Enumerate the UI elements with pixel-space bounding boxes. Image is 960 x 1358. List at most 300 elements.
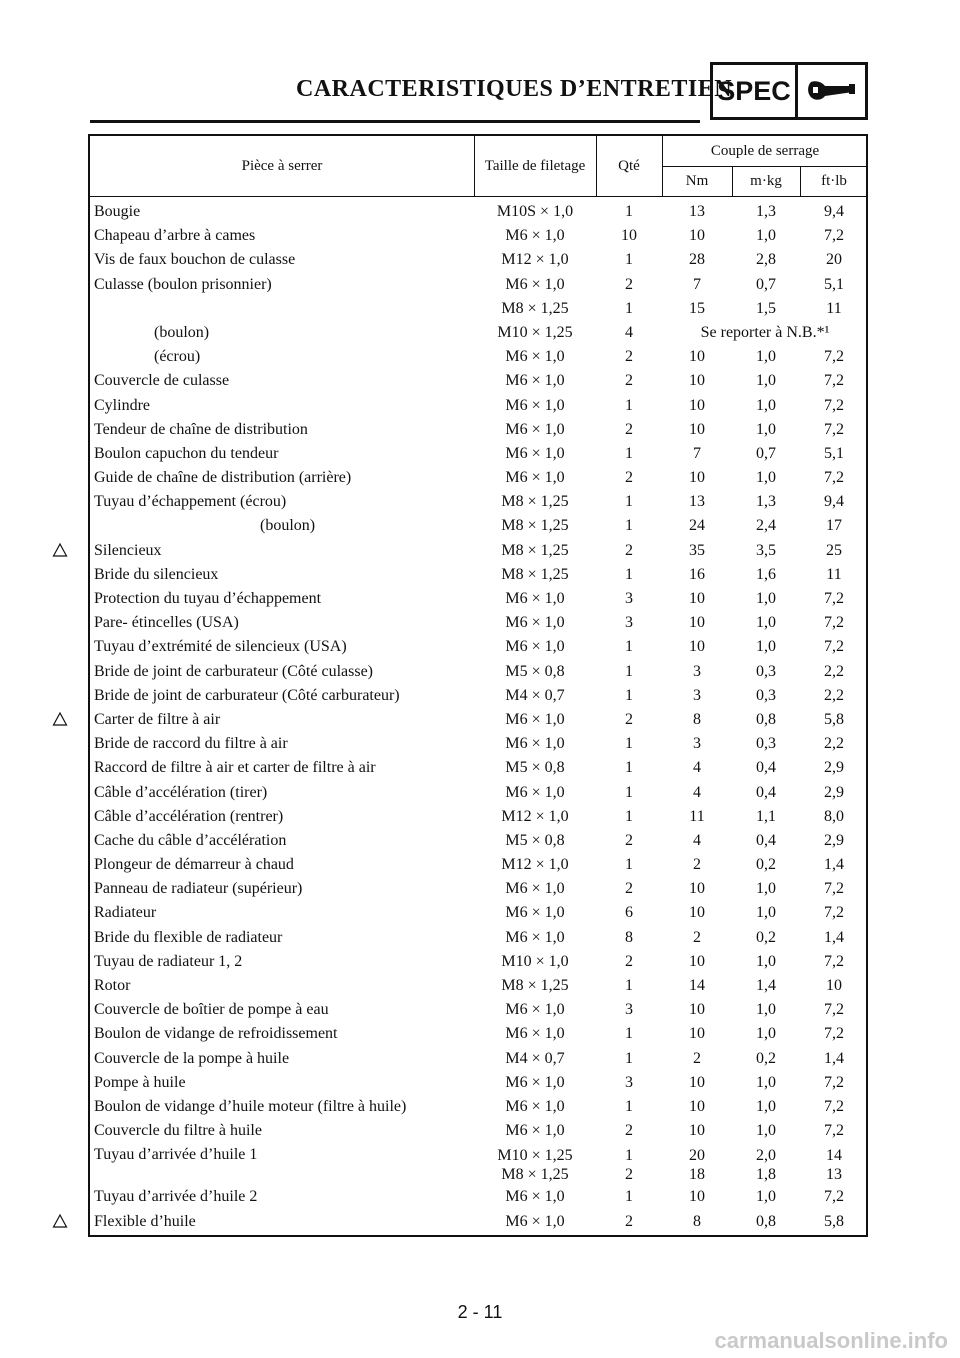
table-row	[90, 370, 866, 394]
torque-nm: 10	[689, 1025, 705, 1043]
torque-mkg: 1,0	[756, 1001, 776, 1019]
piece-name: Protection du tuyau d’échappement	[94, 590, 322, 607]
torque-nm: 10	[689, 952, 705, 970]
thread-size: M6 × 1,0	[505, 227, 565, 245]
torque-ftlb: 1,4	[824, 1049, 844, 1067]
torque-ftlb: 2,2	[824, 735, 844, 753]
page-number: 2 - 11	[457, 1302, 503, 1322]
header-piece: Pièce à serrer	[241, 158, 323, 174]
piece-name: Cache du câble d’accélération	[94, 831, 287, 849]
torque-ftlb: 9,4	[824, 203, 844, 220]
piece-name: Plongeur de démarreur à chaud	[94, 856, 294, 874]
spec-box	[710, 62, 868, 120]
piece-name: Couvercle de culasse	[94, 372, 230, 390]
torque-mkg: 1,4	[756, 977, 776, 994]
torque-nm: 13	[689, 493, 705, 511]
table-row	[90, 685, 866, 709]
torque-mkg: 0,7	[756, 275, 776, 293]
header-divider	[800, 166, 801, 196]
torque-ftlb: 25	[826, 541, 842, 559]
quantity: 1	[625, 565, 633, 583]
header-divider	[474, 136, 475, 196]
quantity: 1	[625, 1097, 633, 1115]
torque-nm: 11	[689, 807, 705, 825]
header-ftlb: ft·lb	[821, 173, 847, 189]
torque-ftlb-line: 14	[826, 1147, 842, 1165]
thread-size: M6 × 1,0	[505, 1188, 565, 1206]
header-qty: Qté	[618, 158, 640, 174]
torque-mkg: 1,0	[756, 396, 776, 414]
quantity: 1	[625, 735, 633, 753]
quantity: 3	[625, 1073, 633, 1091]
torque-mkg: 0,4	[756, 759, 776, 777]
torque-ftlb: 9,4	[824, 493, 844, 511]
page-title: CARACTERISTIQUES D’ENTRETIEN	[296, 76, 733, 102]
quantity: 1	[625, 396, 633, 414]
torque-mkg: 1,0	[756, 952, 776, 970]
torque-mkg: 1,0	[756, 880, 776, 898]
quantity: 1	[625, 1025, 633, 1043]
table-row	[90, 782, 866, 806]
table-row	[90, 975, 866, 999]
piece-name: Rotor	[94, 977, 131, 994]
torque-ftlb: 2,9	[824, 783, 844, 801]
quantity: 1	[625, 251, 633, 269]
thread-size: M10 × 1,25	[497, 323, 573, 341]
thread-size: M6 × 1,0	[505, 638, 565, 656]
torque-nm-line: 18	[689, 1166, 705, 1184]
torque-ftlb: 1,4	[824, 928, 844, 946]
torque-ftlb: 2,9	[824, 831, 844, 849]
piece-name: Chapeau d’arbre à cames	[94, 227, 256, 245]
torque-ftlb: 7,2	[824, 372, 844, 390]
torque-ftlb: 17	[826, 517, 842, 535]
piece-name: Câble d’accélération (rentrer)	[94, 807, 284, 825]
piece-name: Radiateur	[94, 904, 157, 922]
piece-name: Tuyau d’arrivée d’huile 1	[94, 1146, 258, 1164]
thread-size: M6 × 1,0	[505, 1025, 565, 1043]
piece-name: Pompe à huile	[94, 1073, 186, 1091]
torque-ftlb: 2,2	[824, 662, 844, 680]
thread-size: M10S × 1,0	[496, 203, 574, 220]
table-row	[90, 515, 866, 539]
table-row	[90, 878, 866, 902]
thread-size: M6 × 1,0	[505, 710, 565, 728]
piece-name: Panneau de radiateur (supérieur)	[94, 880, 303, 898]
torque-ftlb: 5,1	[824, 444, 844, 462]
thread-size: M10 × 1,0	[501, 952, 569, 970]
quantity: 1	[625, 517, 633, 535]
quantity: 2	[625, 372, 633, 390]
table-row	[90, 636, 866, 660]
quantity: 1	[625, 638, 633, 656]
quantity: 2	[625, 469, 633, 487]
torque-ftlb: 10	[826, 977, 842, 994]
torque-nm: 2	[693, 856, 701, 874]
torque-mkg-line: 1,8	[756, 1166, 776, 1184]
table-row	[90, 999, 866, 1023]
quantity: 2	[625, 420, 633, 438]
thread-size: M8 × 1,25	[501, 565, 569, 583]
quantity: 2	[625, 275, 633, 293]
torque-nm: 7	[693, 275, 701, 293]
torque-mkg: 1,0	[756, 227, 776, 245]
torque-ftlb: 5,1	[824, 275, 844, 293]
torque-nm: 3	[693, 686, 701, 704]
torque-ftlb: 7,2	[824, 420, 844, 438]
torque-nm-line: 20	[689, 1147, 705, 1165]
torque-ftlb: 7,2	[824, 590, 844, 607]
thread-size: M6 × 1,0	[505, 783, 565, 801]
torque-mkg: 1,0	[756, 372, 776, 390]
torque-nm: 16	[689, 565, 705, 583]
quantity: 1	[625, 662, 633, 680]
quantity: 3	[625, 590, 633, 607]
piece-name: Câble d’accélération (tirer)	[94, 783, 268, 801]
torque-ftlb: 7,2	[824, 1001, 844, 1019]
thread-size: M6 × 1,0	[505, 880, 565, 898]
torque-mkg: 1,0	[756, 420, 776, 438]
piece-name: Bride de raccord du filtre à air	[94, 735, 288, 753]
torque-nm: 10	[689, 1073, 705, 1091]
piece-name: Carter de filtre à air	[94, 710, 221, 728]
torque-mkg: 2,4	[756, 517, 776, 535]
quantity: 1	[625, 299, 633, 317]
torque-nm: 28	[689, 251, 705, 269]
piece-name: Raccord de filtre à air et carter de filtre à air	[94, 759, 376, 777]
torque-nm: 10	[689, 1001, 705, 1019]
thread-size: M12 × 1,0	[501, 251, 569, 269]
thread-size: M6 × 1,0	[505, 420, 565, 438]
table-row	[90, 1211, 866, 1235]
quantity: 3	[625, 614, 633, 632]
piece-name: Pare- étincelles (USA)	[94, 614, 239, 632]
piece-name: Tendeur de chaîne de distribution	[94, 420, 308, 438]
torque-mkg: 1,0	[756, 1122, 776, 1140]
torque-ftlb: 2,2	[824, 686, 844, 704]
torque-ftlb: 2,9	[824, 759, 844, 777]
thread-size: M6 × 1,0	[505, 928, 565, 946]
piece-name: Bride de joint de carburateur (Côté culasse)	[94, 662, 373, 680]
piece-name: Silencieux	[94, 541, 162, 559]
torque-ftlb: 7,2	[824, 1025, 844, 1043]
quantity: 4	[625, 323, 633, 341]
torque-ftlb: 7,2	[824, 1188, 844, 1206]
torque-ftlb: 7,2	[824, 1097, 844, 1115]
thread-size: M8 × 1,25	[501, 517, 569, 535]
thread-size: M5 × 0,8	[505, 759, 565, 777]
torque-mkg: 2,8	[756, 251, 776, 269]
torque-nm: 10	[689, 880, 705, 898]
thread-size: M6 × 1,0	[505, 1212, 565, 1230]
thread-size: M6 × 1,0	[505, 275, 565, 293]
torque-nm	[662, 1146, 732, 1184]
table-row	[90, 1186, 866, 1210]
torque-nm: 4	[693, 831, 701, 849]
table-row	[90, 540, 866, 564]
torque-nm: 10	[689, 1122, 705, 1140]
table-row	[90, 322, 866, 346]
torque-ftlb: 7,2	[824, 227, 844, 245]
table-row	[90, 564, 866, 588]
table-row	[90, 830, 866, 854]
table-row	[90, 201, 866, 225]
piece-name: Bride du flexible de radiateur	[94, 928, 283, 946]
thread-size: M4 × 0,7	[505, 1049, 565, 1067]
torque-mkg: 0,8	[756, 1212, 776, 1230]
torque-ftlb: 5,8	[824, 710, 844, 728]
table-row	[90, 733, 866, 757]
triangle-marker-icon	[52, 711, 68, 732]
piece-name: (boulon)	[260, 517, 316, 535]
piece-name: Tuyau d’arrivée d’huile 2	[94, 1188, 258, 1206]
table-row	[90, 1048, 866, 1072]
table-row	[90, 588, 866, 612]
thread-size: M6 × 1,0	[505, 1097, 565, 1115]
quantity: 1	[625, 493, 633, 511]
thread-size: M8 × 1,25	[501, 977, 569, 994]
torque-mkg: 0,2	[756, 856, 776, 874]
thread-size: M6 × 1,0	[505, 348, 565, 366]
table-row	[90, 395, 866, 419]
table-row	[90, 612, 866, 636]
torque-nm: 10	[689, 469, 705, 487]
thread-size: M5 × 0,8	[505, 831, 565, 849]
quantity: 1	[625, 783, 633, 801]
piece-name: Bougie	[94, 203, 141, 220]
thread-size-line: M8 × 1,25	[501, 1166, 569, 1184]
torque-mkg: 0,3	[756, 686, 776, 704]
thread-size: M6 × 1,0	[505, 1073, 565, 1091]
table-row	[90, 757, 866, 781]
piece-name: Flexible d’huile	[94, 1212, 196, 1230]
thread-size: M6 × 1,0	[505, 372, 565, 390]
quantity: 1	[625, 977, 633, 994]
table-row	[90, 467, 866, 491]
torque-mkg: 0,3	[756, 735, 776, 753]
torque-nm: 15	[689, 299, 705, 317]
torque-ftlb: 7,2	[824, 904, 844, 922]
torque-mkg: 1,3	[756, 203, 776, 220]
thread-size: M6 × 1,0	[505, 469, 565, 487]
table-row	[90, 443, 866, 467]
table-row	[90, 419, 866, 443]
thread-size: M6 × 1,0	[505, 614, 565, 632]
torque-mkg: 0,4	[756, 783, 776, 801]
quantity: 3	[625, 1001, 633, 1019]
torque-ftlb	[800, 1146, 868, 1184]
torque-nm: 35	[689, 541, 705, 559]
torque-nm: 10	[689, 904, 705, 922]
thread-size	[474, 1146, 596, 1184]
quantity: 1	[625, 807, 633, 825]
torque-mkg	[732, 1146, 800, 1184]
torque-nm: 10	[689, 1188, 705, 1206]
torque-ftlb: 5,8	[824, 1212, 844, 1230]
header-divider	[662, 166, 868, 167]
table-row	[90, 1023, 866, 1047]
torque-nm: 24	[689, 517, 705, 535]
torque-ftlb: 20	[826, 251, 842, 269]
header-mkg: m·kg	[750, 173, 782, 189]
table-row	[90, 902, 866, 926]
header-nm: Nm	[685, 173, 709, 189]
quantity: 8	[625, 928, 633, 946]
torque-nm: 10	[689, 227, 705, 245]
torque-mkg: 1,0	[756, 348, 776, 366]
title-underline	[90, 120, 700, 123]
quantity: 10	[621, 227, 637, 245]
quantity: 2	[625, 541, 633, 559]
quantity: 1	[625, 856, 633, 874]
thread-size: M6 × 1,0	[505, 1001, 565, 1019]
torque-nm: 10	[689, 372, 705, 390]
piece-name: (boulon)	[154, 323, 210, 341]
quantity: 1	[625, 1049, 633, 1067]
torque-mkg: 1,0	[756, 469, 776, 487]
thread-size: M6 × 1,0	[505, 1122, 565, 1140]
torque-reference-note: Se reporter à N.B.*¹	[700, 323, 830, 341]
thread-size: M6 × 1,0	[505, 444, 565, 462]
header-torque: Couple de serrage	[710, 143, 820, 159]
torque-mkg-line: 2,0	[756, 1147, 776, 1165]
torque-mkg: 1,0	[756, 1073, 776, 1091]
torque-nm: 10	[689, 1097, 705, 1115]
thread-size-line: M10 × 1,25	[497, 1147, 573, 1165]
torque-ftlb: 7,2	[824, 614, 844, 632]
torque-nm: 2	[693, 928, 701, 946]
header-divider	[732, 166, 733, 196]
torque-ftlb: 7,2	[824, 638, 844, 656]
thread-size: M5 × 0,8	[505, 662, 565, 680]
torque-nm: 13	[689, 203, 705, 220]
spec-label: SPEC	[713, 65, 798, 117]
quantity	[596, 1146, 662, 1184]
torque-nm: 10	[689, 420, 705, 438]
torque-nm: 8	[693, 1212, 701, 1230]
torque-nm: 4	[693, 759, 701, 777]
table-row	[90, 274, 866, 298]
piece-name: Vis de faux bouchon de culasse	[94, 251, 296, 269]
quantity: 2	[625, 1122, 633, 1140]
thread-size: M6 × 1,0	[505, 590, 565, 607]
table-row	[90, 298, 866, 322]
quantity: 2	[625, 710, 633, 728]
torque-nm: 3	[693, 662, 701, 680]
piece-name: Tuyau d’échappement (écrou)	[94, 493, 287, 511]
triangle-marker-icon	[52, 542, 68, 563]
quantity: 2	[625, 348, 633, 366]
table-row	[90, 806, 866, 830]
piece-name: Bride du silencieux	[94, 565, 219, 583]
torque-nm: 10	[689, 396, 705, 414]
quantity-line: 2	[625, 1166, 633, 1184]
wrench-icon	[798, 65, 865, 117]
torque-table	[88, 134, 868, 1237]
quantity: 6	[625, 904, 633, 922]
table-row	[90, 661, 866, 685]
table-row	[90, 951, 866, 975]
torque-mkg: 1,1	[756, 807, 776, 825]
torque-ftlb: 11	[826, 299, 842, 317]
piece-name: Cylindre	[94, 396, 150, 414]
quantity: 1	[625, 1188, 633, 1206]
quantity-line: 1	[625, 1147, 633, 1165]
thread-size: M4 × 0,7	[505, 686, 565, 704]
torque-mkg: 0,4	[756, 831, 776, 849]
table-row	[90, 709, 866, 733]
quantity: 1	[625, 759, 633, 777]
torque-nm: 4	[693, 783, 701, 801]
torque-ftlb: 11	[826, 565, 842, 583]
piece-name: Culasse (boulon prisonnier)	[94, 275, 272, 293]
thread-size: M8 × 1,25	[501, 541, 569, 559]
torque-mkg: 1,0	[756, 638, 776, 656]
thread-size: M12 × 1,0	[501, 856, 569, 874]
torque-nm: 10	[689, 590, 705, 607]
torque-mkg: 1,3	[756, 493, 776, 511]
torque-mkg: 0,3	[756, 662, 776, 680]
torque-nm: 2	[693, 1049, 701, 1067]
thread-size: M8 × 1,25	[501, 493, 569, 511]
thread-size: M6 × 1,0	[505, 904, 565, 922]
table-row	[90, 346, 866, 370]
table-row	[90, 927, 866, 951]
torque-ftlb: 7,2	[824, 880, 844, 898]
table-row	[90, 225, 866, 249]
thread-size: M8 × 1,25	[501, 299, 569, 317]
piece-name: Boulon de vidange d’huile moteur (filtre à huile)	[94, 1097, 407, 1115]
torque-mkg: 0,8	[756, 710, 776, 728]
table-row	[90, 491, 866, 515]
watermark: carmanualsonline.info	[714, 1328, 948, 1353]
torque-mkg: 0,2	[756, 1049, 776, 1067]
table-row	[90, 249, 866, 273]
torque-nm: 10	[689, 614, 705, 632]
torque-ftlb: 8,0	[824, 807, 844, 825]
piece-name: Couvercle de boîtier de pompe à eau	[94, 1001, 329, 1019]
torque-mkg: 1,0	[756, 1188, 776, 1206]
torque-ftlb-line: 13	[826, 1166, 842, 1184]
torque-ftlb: 7,2	[824, 469, 844, 487]
thread-size: M12 × 1,0	[501, 807, 569, 825]
torque-ftlb: 7,2	[824, 1073, 844, 1091]
torque-mkg: 1,0	[756, 904, 776, 922]
torque-ftlb: 7,2	[824, 348, 844, 366]
quantity: 1	[625, 686, 633, 704]
torque-mkg: 0,2	[756, 928, 776, 946]
table-row	[90, 1144, 866, 1186]
header-thread: Taille de filetage	[484, 158, 586, 174]
torque-ftlb: 7,2	[824, 396, 844, 414]
table-header	[90, 136, 866, 197]
piece-name: Boulon capuchon du tendeur	[94, 444, 279, 462]
torque-mkg: 1,0	[756, 1025, 776, 1043]
torque-ftlb: 1,4	[824, 856, 844, 874]
quantity: 2	[625, 831, 633, 849]
quantity: 2	[625, 1212, 633, 1230]
table-row	[90, 1120, 866, 1144]
torque-mkg: 3,5	[756, 541, 776, 559]
piece-name: Couvercle du filtre à huile	[94, 1122, 262, 1140]
torque-mkg: 0,7	[756, 444, 776, 462]
torque-nm: 10	[689, 638, 705, 656]
torque-nm: 10	[689, 348, 705, 366]
torque-nm: 7	[693, 444, 701, 462]
torque-mkg: 1,0	[756, 614, 776, 632]
piece-name: (écrou)	[154, 348, 201, 366]
header-divider	[596, 136, 597, 196]
